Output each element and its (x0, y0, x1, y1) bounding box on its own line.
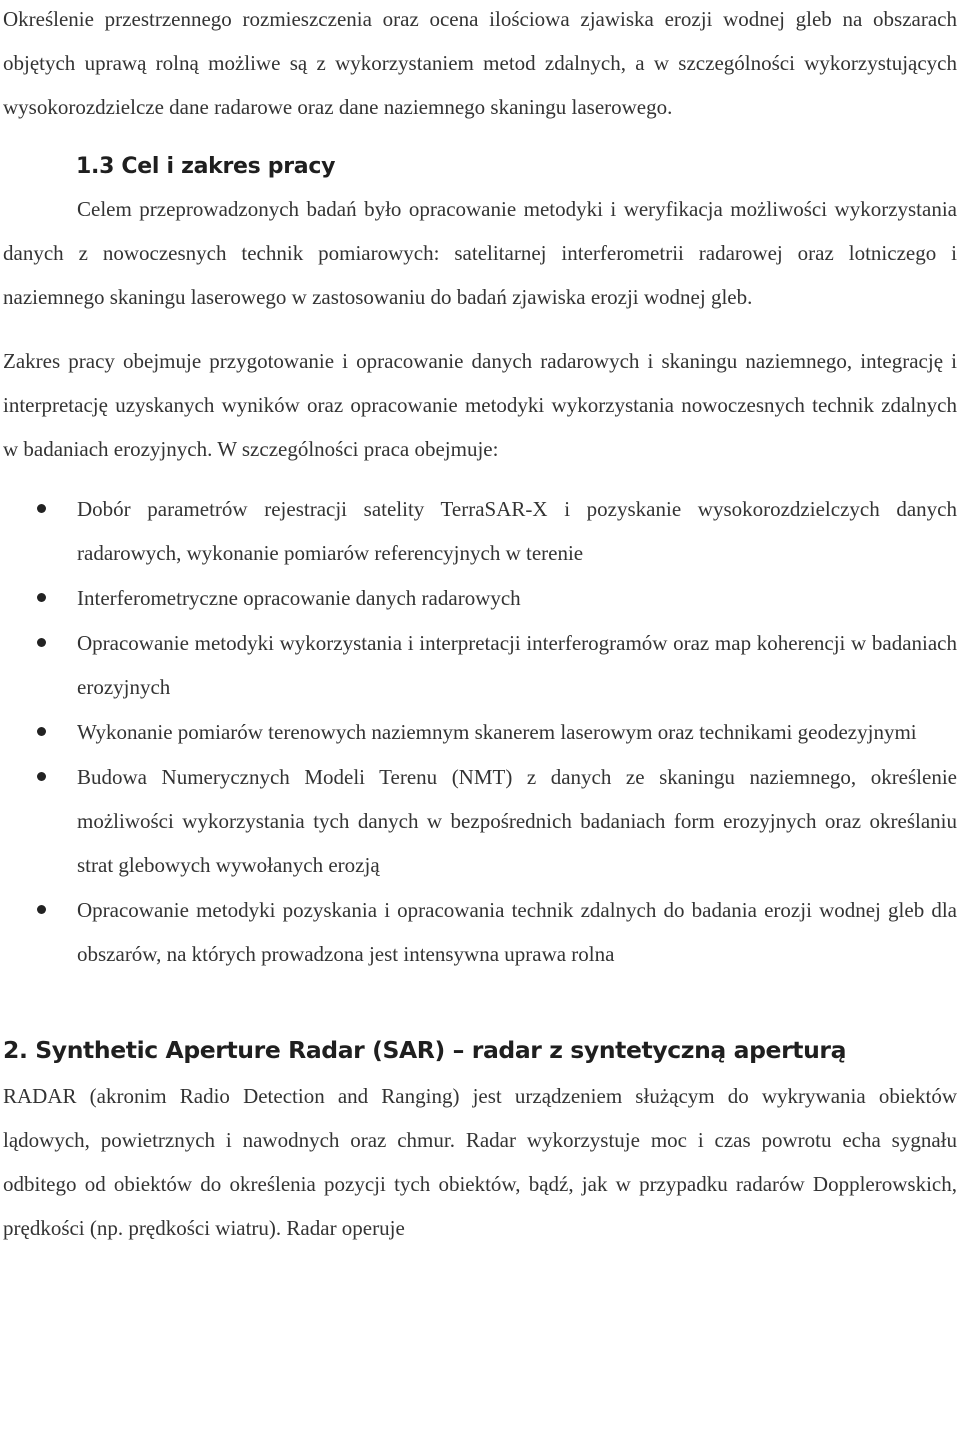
section-2-paragraph: RADAR (akronim Radio Detection and Ranging) jest urządzeniem służącym do wykrywania obiektów lądowych, powietrznych i nawodnych oraz chmur. Radar wykorzystuje moc i czas powrotu echa sygnału odbitego od obiektów do określenia pozycji tych obiektów, bądź, jak w przypadku radarów Dopplerowskich, prędkości (np. prędkości wiatru). Radar operuje (3, 1084, 957, 1240)
bullet-dot-icon (37, 905, 46, 914)
scope-bullet-list (3, 487, 957, 976)
list-item (3, 888, 957, 976)
list-item-text: Budowa Numerycznych Modeli Terenu (NMT) z danych ze skaningu naziemnego, określenie możliwości wykorzystania tych danych w bezpośrednich badaniach form erozyjnych oraz określaniu strat glebowych wywołanych erozją (77, 765, 957, 877)
list-item (3, 621, 957, 709)
bullet-dot-icon (37, 727, 46, 736)
list-item-text: Opracowanie metodyki wykorzystania i interpretacji interferogramów oraz map koherencji w badaniach erozyjnych (77, 631, 957, 699)
list-item-text: Interferometryczne opracowanie danych radarowych (77, 586, 521, 610)
section-1-3-paragraph-1: Celem przeprowadzonych badań było opracowanie metodyki i weryfikacja możliwości wykorzystania danych z nowoczesnych technik pomiarowych: satelitarnej interferometrii radarowej oraz lotniczego i naziemnego skaningu laserowego w zastosowaniu do badań zjawiska erozji wodnej gleb. (3, 197, 957, 309)
list-item-text: Wykonanie pomiarów terenowych naziemnym skanerem laserowym oraz technikami geodezyjnymi (77, 720, 917, 744)
bullet-dot-icon (37, 504, 46, 513)
list-item (3, 710, 957, 754)
document-page (3, 0, 957, 1250)
list-item (3, 576, 957, 620)
bullet-dot-icon (37, 772, 46, 781)
bullet-dot-icon (37, 593, 46, 602)
list-item (3, 487, 957, 575)
section-2-heading: 2. Synthetic Aperture Radar (SAR) – radar z syntetyczną aperturą (3, 1036, 847, 1064)
bullet-dot-icon (37, 638, 46, 647)
section-1-3-heading: 1.3 Cel i zakres pracy (76, 154, 336, 179)
list-item-text: Opracowanie metodyki pozyskania i opracowania technik zdalnych do badania erozji wodnej gleb dla obszarów, na których prowadzona jest intensywna uprawa rolna (77, 898, 957, 966)
intro-paragraph: Określenie przestrzennego rozmieszczenia oraz ocena ilościowa zjawiska erozji wodnej gleb na obszarach objętych uprawą rolną możliwe są z wykorzystaniem metod zdalnych, a w szczególności wykorzystujących wysokorozdzielcze dane radarowe oraz dane naziemnego skaningu laserowego. (3, 7, 957, 119)
section-1-3-paragraph-2: Zakres pracy obejmuje przygotowanie i opracowanie danych radarowych i skaningu naziemnego, integrację i interpretację uzyskanych wyników oraz opracowanie metodyki wykorzystania nowoczesnych technik zdalnych w badaniach erozyjnych. W szczególności praca obejmuje: (3, 349, 957, 461)
list-item (3, 755, 957, 887)
list-item-text: Dobór parametrów rejestracji satelity TerraSAR-X i pozyskanie wysokorozdzielczych danych radarowych, wykonanie pomiarów referencyjnych w terenie (77, 497, 957, 565)
